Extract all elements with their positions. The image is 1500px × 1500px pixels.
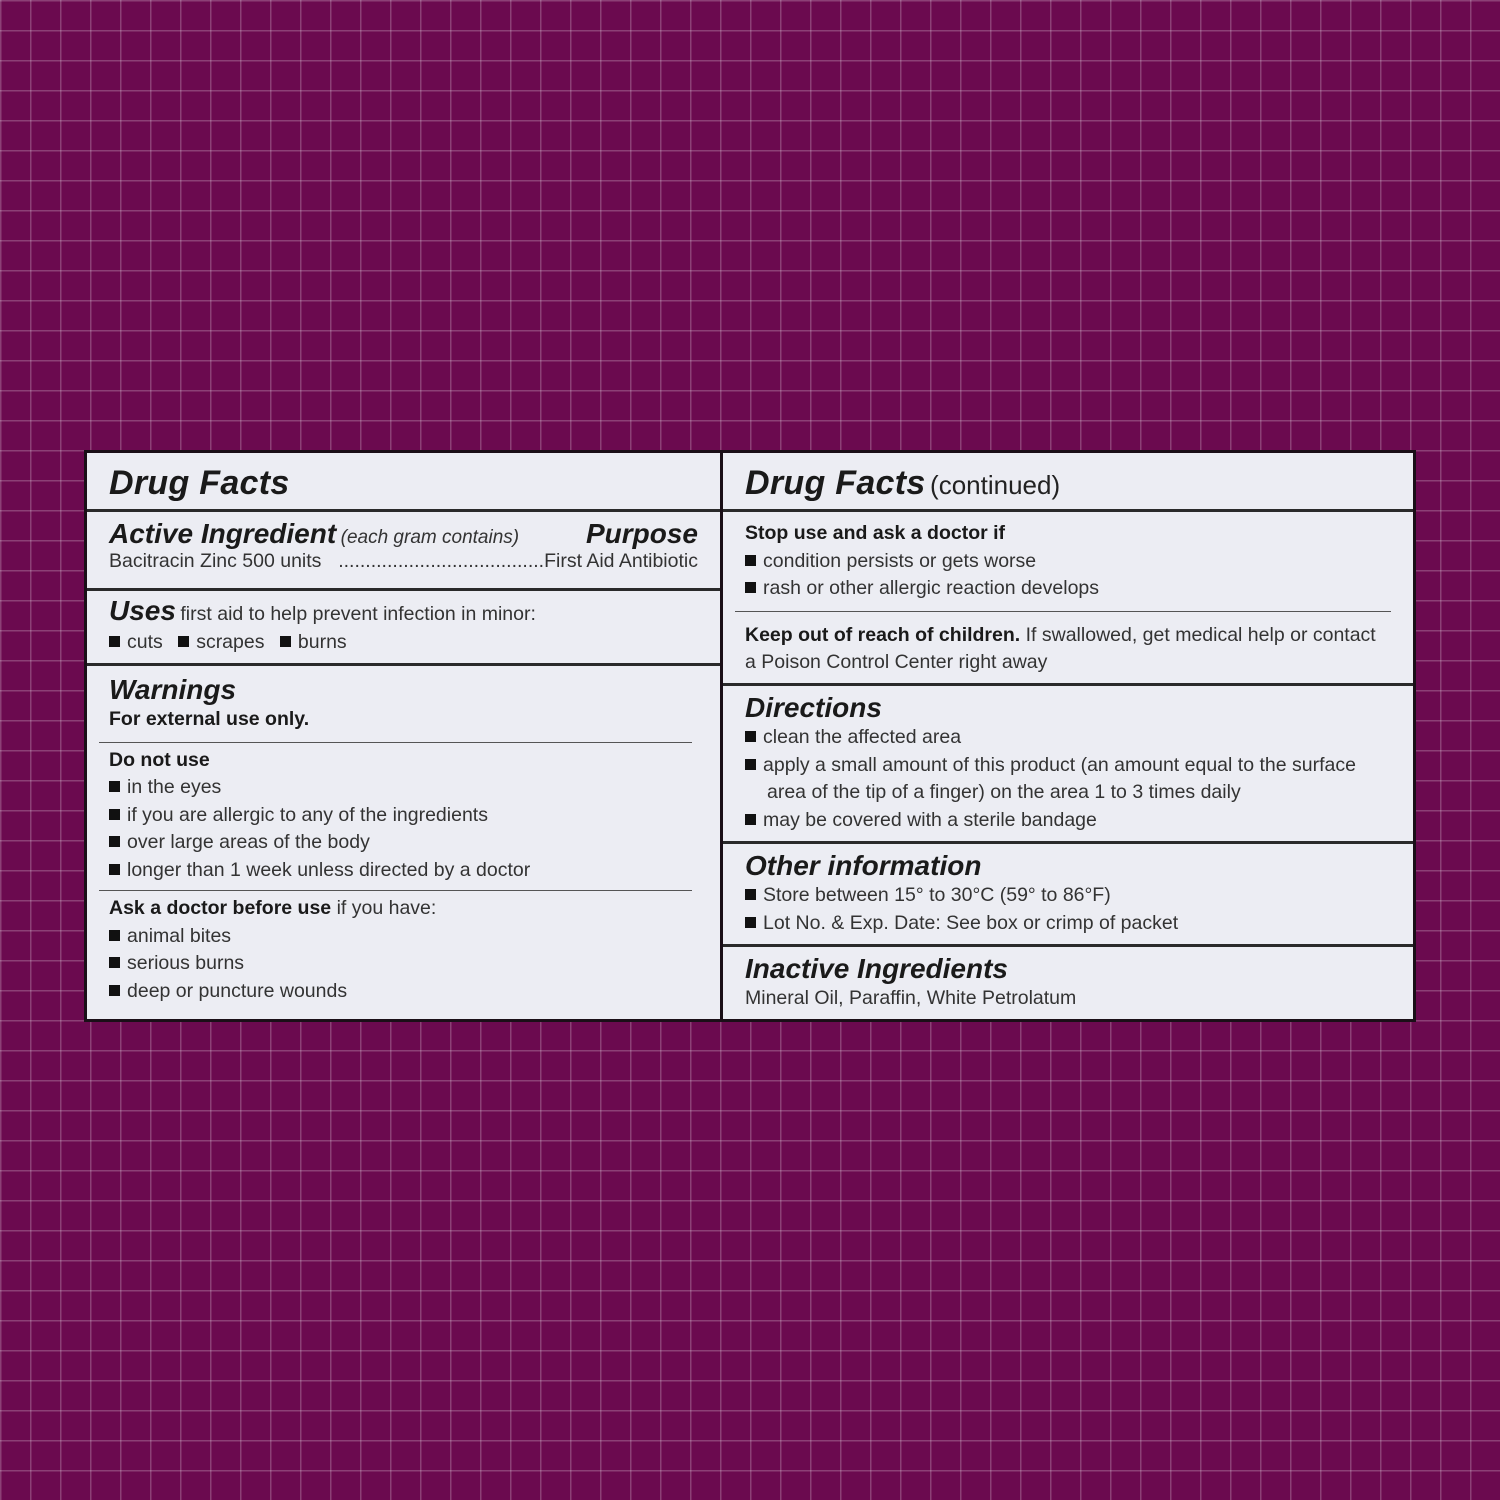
bullet-icon: [745, 731, 756, 742]
bullet-icon: [745, 889, 756, 900]
uses-item: cuts: [109, 631, 163, 653]
ingredient-dots: ......................................: [338, 550, 545, 572]
stop-use-section: [723, 512, 1413, 686]
list-item-continued: area of the tip of a finger) on the area 1 to 3 times daily: [767, 781, 1241, 803]
drug-facts-left-column: [87, 453, 723, 1019]
bullet-icon: [745, 555, 756, 566]
list-item: rash or other allergic reaction develops: [745, 575, 1391, 603]
uses-item: burns: [280, 631, 347, 653]
warnings-section: [87, 666, 720, 1005]
bullet-icon: [745, 814, 756, 825]
drug-facts-continued-section: [723, 453, 1413, 512]
list-item: if you are allergic to any of the ingredients: [109, 802, 698, 830]
bullet-icon: [109, 957, 120, 968]
bullet-icon: [745, 759, 756, 770]
uses-heading: Uses: [109, 595, 176, 626]
bullet-icon: [280, 636, 291, 647]
uses-text: first aid to help prevent infection in minor:: [180, 603, 536, 625]
do-not-use-block: [109, 743, 698, 885]
uses-item: scrapes: [178, 631, 264, 653]
list-item: longer than 1 week unless directed by a doctor: [109, 857, 698, 885]
ask-doctor-text: if you have:: [336, 897, 437, 919]
bullet-icon: [109, 809, 120, 820]
drug-facts-right-column: [723, 453, 1413, 1019]
bullet-icon: [109, 836, 120, 847]
drug-facts-title: Drug Facts: [109, 464, 290, 502]
uses-section: [87, 591, 720, 666]
ask-doctor-block: [109, 891, 698, 1005]
active-ingredient-heading: Active Ingredient: [109, 518, 337, 549]
directions-section: [723, 686, 1413, 844]
external-use-text: For external use only.: [109, 708, 310, 730]
list-item: animal bites: [109, 923, 698, 951]
directions-heading: Directions: [745, 692, 882, 723]
drug-facts-panel: [84, 450, 1416, 1022]
list-item: serious burns: [109, 950, 698, 978]
list-item: Lot No. & Exp. Date: See box or crimp of packet: [745, 910, 1391, 938]
other-information-heading: Other information: [745, 850, 982, 881]
bullet-icon: [109, 864, 120, 875]
drug-facts-title-section: [87, 453, 720, 512]
list-item: condition persists or gets worse: [745, 548, 1391, 576]
bullet-icon: [109, 985, 120, 996]
bullet-icon: [109, 781, 120, 792]
active-ingredient-note: (each gram contains): [340, 527, 520, 548]
ingredient-purpose: First Aid Antibiotic: [544, 550, 698, 572]
do-not-use-heading: Do not use: [109, 748, 210, 771]
keep-out-heading: Keep out of reach of children.: [745, 623, 1021, 646]
bullet-icon: [745, 582, 756, 593]
keep-out-text-2: a Poison Control Center right away: [745, 651, 1048, 673]
drug-facts-continued-title: Drug Facts: [745, 464, 926, 502]
bullet-icon: [109, 636, 120, 647]
list-item: Store between 15° to 30°C (59° to 86°F): [745, 882, 1391, 910]
list-item: apply a small amount of this product (an amount equal to the surface: [745, 752, 1391, 780]
inactive-ingredients-section: [723, 947, 1413, 1013]
list-item: over large areas of the body: [109, 829, 698, 857]
stop-use-heading: Stop use and ask a doctor if: [745, 522, 1006, 544]
inactive-ingredients-text: Mineral Oil, Paraffin, White Petrolatum: [745, 987, 1077, 1009]
other-information-section: [723, 844, 1413, 947]
bullet-icon: [178, 636, 189, 647]
list-item: deep or puncture wounds: [109, 978, 698, 1006]
bullet-icon: [109, 930, 120, 941]
list-item: clean the affected area: [745, 724, 1391, 752]
list-item: may be covered with a sterile bandage: [745, 807, 1391, 835]
bullet-icon: [745, 917, 756, 928]
purpose-heading: Purpose: [585, 518, 698, 549]
ask-doctor-heading: Ask a doctor before use: [109, 897, 332, 919]
warnings-heading: Warnings: [109, 674, 237, 705]
keep-out-text: If swallowed, get medical help or contact: [1025, 623, 1376, 646]
drug-facts-continued-note: (continued): [930, 470, 1061, 500]
ingredient-name: Bacitracin Zinc 500 units: [109, 550, 322, 572]
list-item: in the eyes: [109, 774, 698, 802]
active-ingredient-section: [87, 512, 720, 591]
inactive-ingredients-heading: Inactive Ingredients: [745, 953, 1008, 984]
